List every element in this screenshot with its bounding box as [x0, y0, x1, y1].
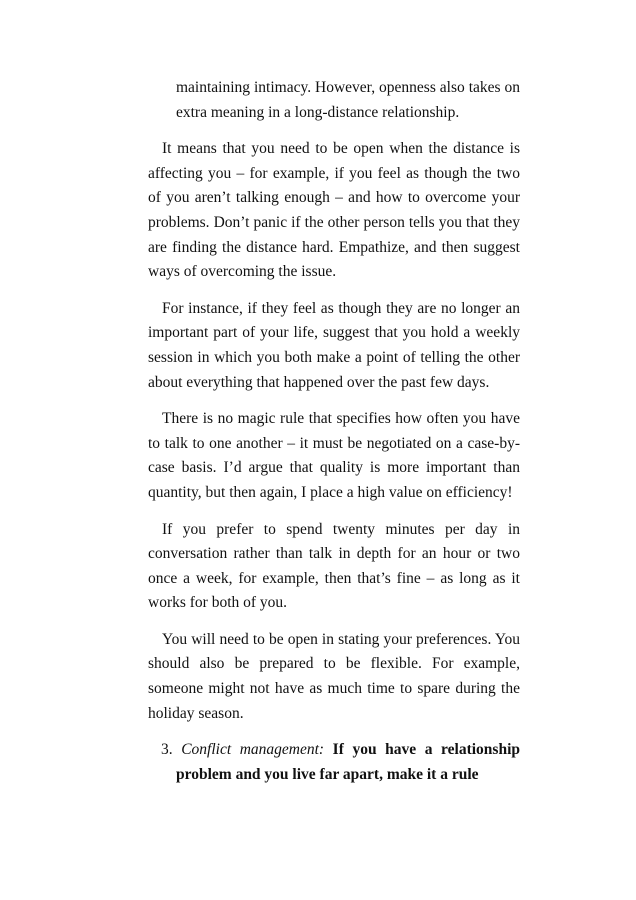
- page-body: [148, 76, 520, 787]
- paragraph-talk-frequency: There is no magic rule that specifies how often you have to talk to one another – it must be negotiated on a case-by-case basis. I’d argue that quality is more important than quantity, but then again, I place a high value on efficiency!: [148, 410, 520, 501]
- list-item-bold-text: If you have a relationship problem and you live far apart, make it a rule: [176, 741, 520, 783]
- paragraph-openness-distance: It means that you need to be open when the distance is affecting you – for example, if you feel as though the two of you aren’t talking enough – and how to overcome your problems. Don’t panic if the other person tells you that they are finding the distance hard. Empathize, and then suggest ways of overcoming the issue.: [148, 140, 520, 281]
- paragraph-preferences: You will need to be open in stating your preferences. You should also be prepared to be flexible. For example, someone might not have as much time to spare during the holiday season.: [148, 630, 520, 722]
- list-item-conflict-management: [148, 738, 520, 787]
- paragraph-weekly-session: For instance, if they feel as though they are no longer an important part of your life, suggest that you hold a weekly session in which you both make a point of telling the other about everything that happened over the past few days.: [148, 299, 520, 391]
- paragraph-twenty-minutes: If you prefer to spend twenty minutes per day in conversation rather than talk in depth for an hour or two once a week, for example, then that’s fine – as long as it works for both of you.: [148, 520, 520, 612]
- continued-paragraph: maintaining intimacy. However, openness also takes on extra meaning in a long-distance relationship.: [176, 79, 520, 121]
- list-item-heading: Conflict management:: [181, 741, 325, 759]
- list-item-number: 3.: [161, 741, 173, 759]
